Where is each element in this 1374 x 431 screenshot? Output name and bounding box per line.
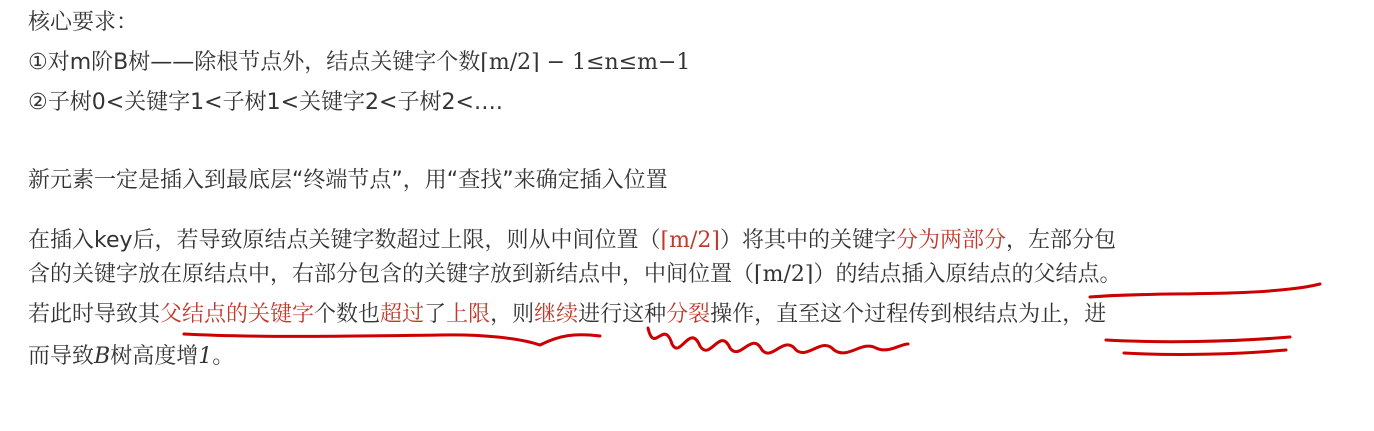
core-rule-2: ②子树0<关键字1<子树1<关键字2<子树2<…. <box>28 90 503 115</box>
core-requirements-heading: 核心要求： <box>28 10 139 35</box>
split-highlight: 分裂 <box>666 302 711 327</box>
split-paragraph-line-2: 含的关键字放在原结点中，右部分包含的关键字放到新结点中，中间位置（⌈m/2⌉）的结点插入原结点的父结点。 <box>28 262 1122 287</box>
middle-position-formula: ⌈m/2⌉ <box>660 228 720 253</box>
split-paragraph-line-1: 在插入key后，若导致原结点关键字数超过上限，则从中间位置（⌈m/2⌉）将其中的关键字分为两部分，左部分包 <box>28 228 1116 253</box>
split-paragraph-line-3: 若此时导致其父结点的关键字个数也超过了上限，则继续进行这种分裂操作，直至这个过程传到根结点为止，进 <box>28 302 1107 327</box>
split-two-parts-highlight: 分为两部分 <box>895 228 1006 253</box>
core-rule-1 <box>28 48 690 78</box>
underline-insert-parent <box>1090 284 1320 297</box>
insert-parent-phrase: 插入原结点的父结点。 <box>901 262 1122 287</box>
underline-propagate-root-1 <box>1106 337 1290 342</box>
rule-1-formula: ⌈m/2⌉ − 1≤n≤m−1 <box>480 50 691 75</box>
underline-parent-key-limit <box>184 334 600 345</box>
split-paragraph-line-4: 而导致B树高度增1。 <box>28 344 235 369</box>
rule-1-text: ①对m阶B树——除根节点外，结点关键字个数 <box>28 50 481 75</box>
middle-position-formula-2: ⌈m/2⌉ <box>754 262 814 287</box>
continue-highlight: 继续 <box>534 302 579 327</box>
propagate-to-root-phrase: 传到根结点为止 <box>908 302 1063 327</box>
parent-key-highlight: 父结点的关键字 <box>160 302 315 327</box>
underline-propagate-root-2 <box>1124 350 1286 354</box>
limit-highlight: 上限 <box>446 302 491 327</box>
wavy-underline-continue-split <box>648 328 908 353</box>
insert-position-note: 新元素一定是插入到最底层“终端节点”，用“查找”来确定插入位置 <box>28 168 668 193</box>
exceed-highlight: 超过 <box>380 302 425 327</box>
